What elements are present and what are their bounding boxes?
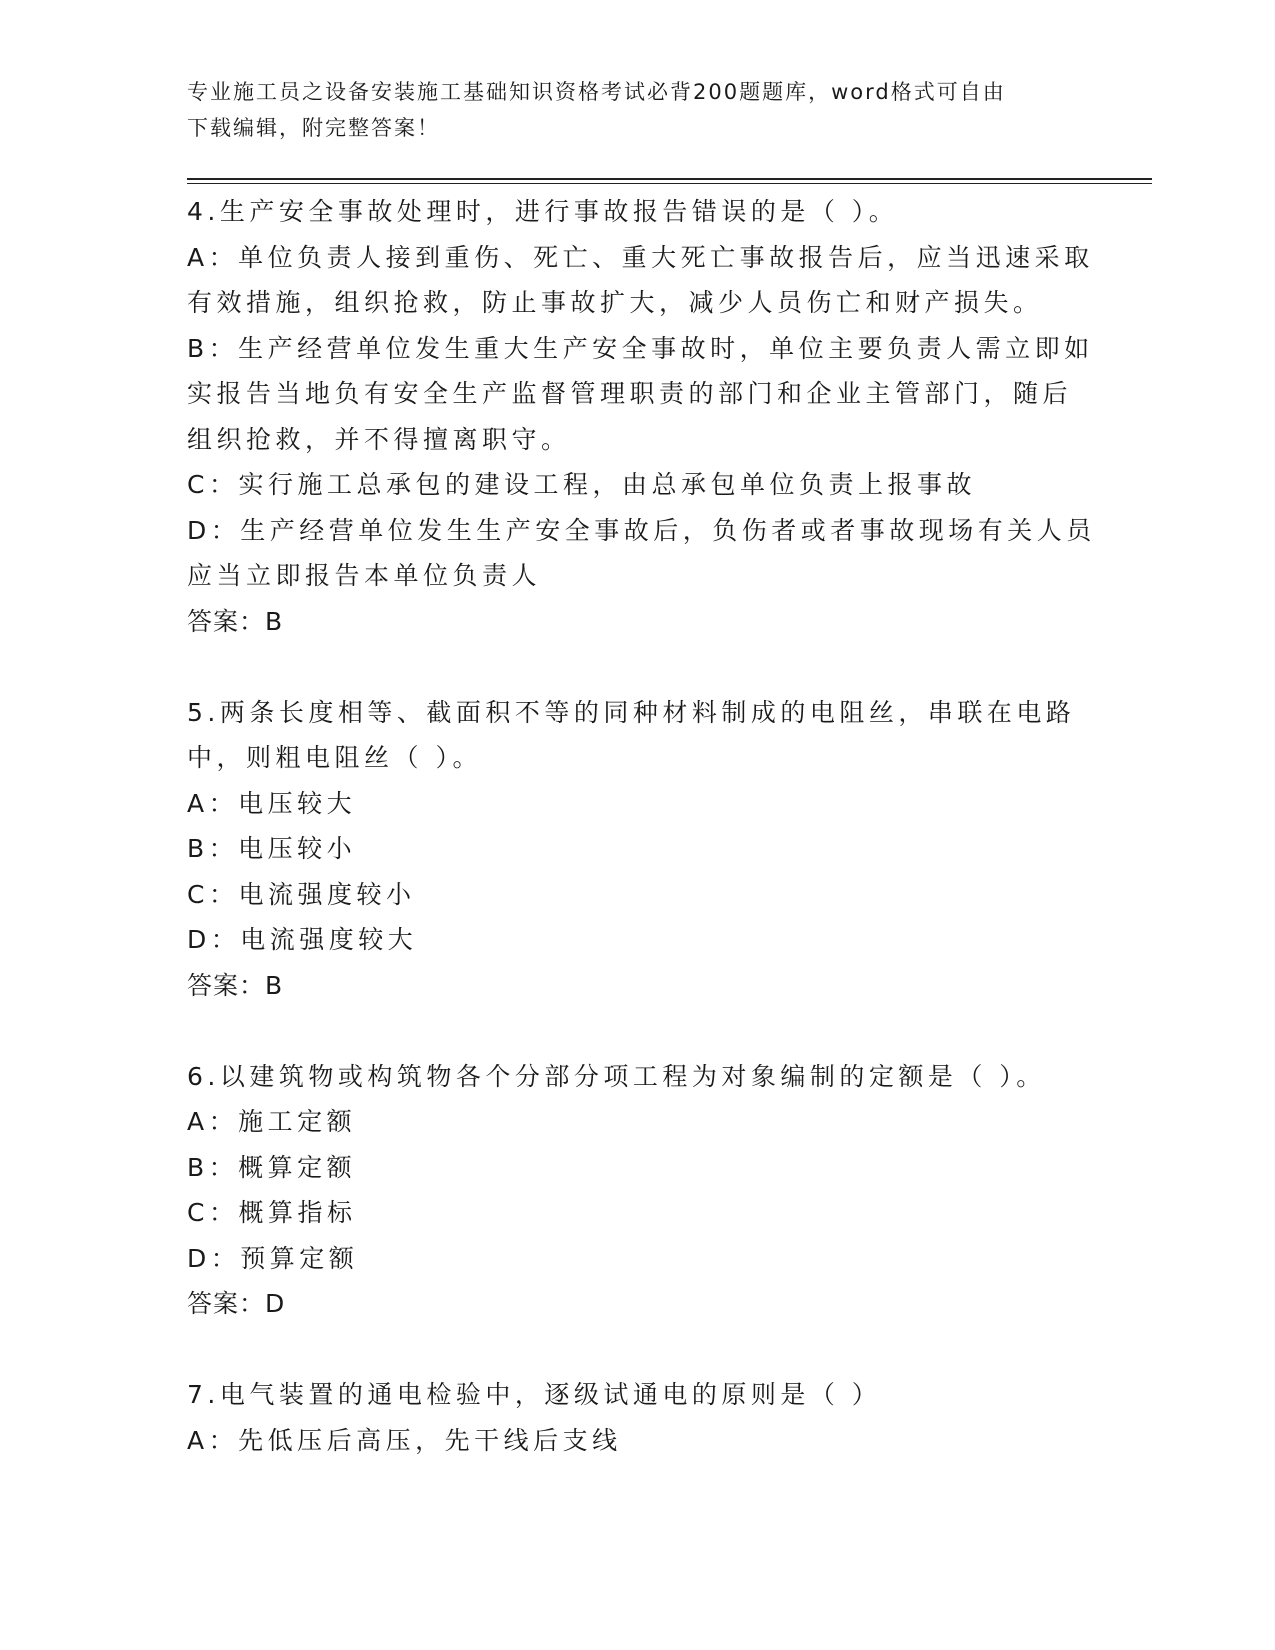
question-spacer (187, 1327, 1087, 1373)
answer-text: 答案：B (187, 606, 284, 636)
option-c: C：实行施工总承包的建设工程，由总承包单位负责上报事故 (187, 470, 976, 499)
option-d-cont: 应当立即报告本单位负责人 (187, 561, 542, 590)
document-header (187, 74, 1067, 146)
option-a-cont: 有效措施，组织抢救，防止事故扩大，减少人员伤亡和财产损失。 (187, 288, 1043, 317)
question-spacer (187, 644, 1087, 690)
option-c: C：电流强度较小 (187, 879, 416, 909)
question-stem-cont: 中，则粗电阻丝（ ）。 (187, 743, 482, 772)
question-block-5 (187, 690, 1087, 1009)
header-divider-thick (187, 178, 1152, 180)
question-stem: 6.以建筑物或构筑物各个分部分项工程为对象编制的定额是（ ）。 (187, 1061, 1046, 1091)
header-line-1: 专业施工员之设备安装施工基础知识资格考试必背200题题库，word格式可自由 (187, 80, 1006, 104)
option-d: D：电流强度较大 (187, 925, 418, 954)
header-line-2: 下载编辑，附完整答案！ (187, 116, 440, 140)
option-a: A：施工定额 (187, 1107, 357, 1136)
option-a: A：单位负责人接到重伤、死亡、重大死亡事故报告后，应当迅速采取 (187, 242, 1094, 272)
option-c: C：概算指标 (187, 1198, 357, 1227)
question-stem: 5.两条长度相等、截面积不等的同种材料制成的电阻丝，串联在电路 (187, 697, 1076, 727)
option-a: A：电压较大 (187, 788, 357, 818)
question-stem: 7.电气装置的通电检验中，逐级试通电的原则是（ ） (187, 1380, 882, 1409)
option-b: B：生产经营单位发生重大生产安全事故时，单位主要负责人需立即如 (187, 333, 1094, 363)
option-b: B：概算定额 (187, 1152, 357, 1182)
question-spacer (187, 1008, 1087, 1054)
answer-text: 答案：B (187, 970, 284, 1000)
answer-text: 答案：D (187, 1289, 286, 1318)
option-d: D：预算定额 (187, 1243, 359, 1273)
question-block-4 (187, 189, 1096, 644)
option-b-cont-2: 组织抢救，并不得擅离职守。 (187, 424, 571, 454)
option-b-cont: 实报告当地负有安全生产监督管理职责的部门和企业主管部门，随后 (187, 379, 1073, 408)
question-block-7 (187, 1372, 1087, 1463)
question-block-6 (187, 1054, 1087, 1327)
question-stem: 4.生产安全事故处理时，进行事故报告错误的是（ ）。 (187, 197, 899, 226)
option-d: D：生产经营单位发生生产安全事故后，负伤者或者事故现场有关人员 (187, 515, 1096, 545)
option-a: A：先低压后高压，先干线后支线 (187, 1425, 622, 1455)
header-divider-thin (187, 183, 1152, 184)
option-b: B：电压较小 (187, 834, 357, 863)
question-list (187, 189, 1096, 1463)
